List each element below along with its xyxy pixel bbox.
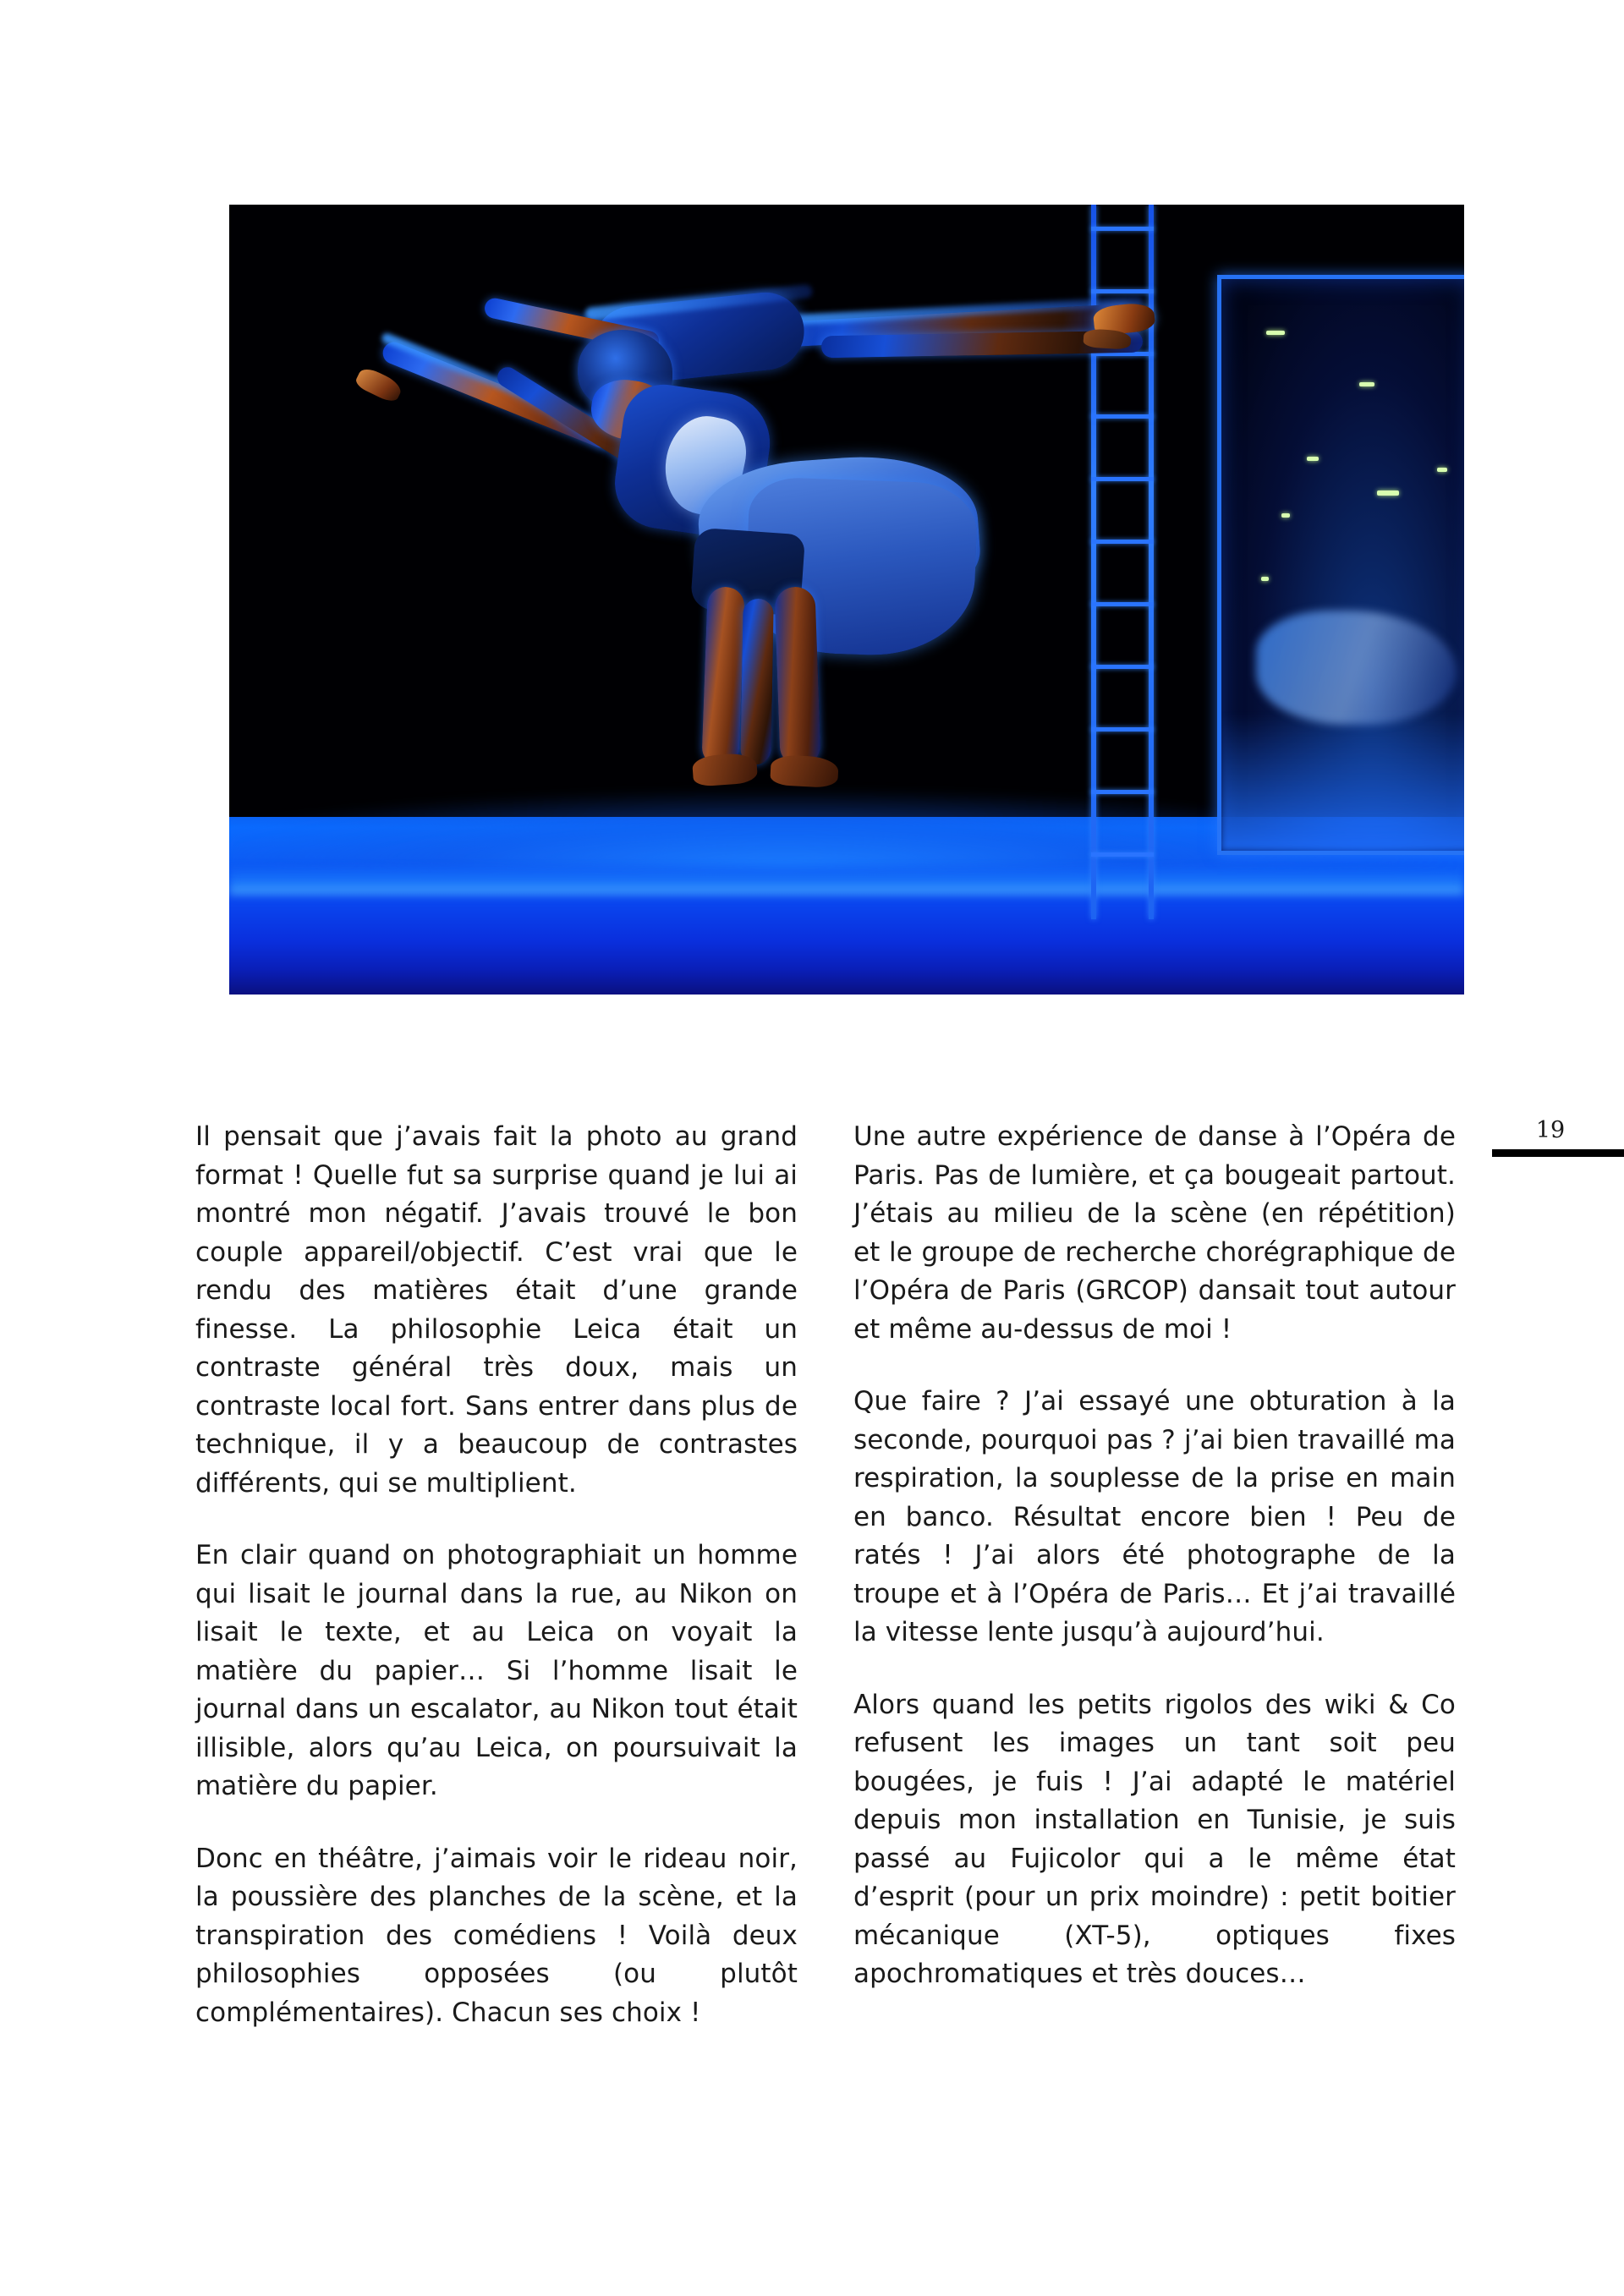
folio-rule [1492,1149,1624,1157]
paragraph: Que faire ? J’ai essayé une obturation à la seconde, pourquoi pas ? j’ai bien travaillé ma respiration, la souplesse de la prise en main en banco. Résultat encore bien ! Peu de ratés ! J’ai alors été photographe de la troupe et à l’Opéra de Paris… Et j’ai travaillé la vitesse lente jusqu’à aujourd’hui. [853,1386,1456,1647]
lower-dancer-leg [774,586,820,767]
lower-dancer-foot [692,752,758,786]
page-folio [1492,1118,1624,1157]
lower-dancer-leg [701,586,744,766]
paragraph: En clair quand on photographiait un homme qui lisait le journal dans la rue, au Nikon on lisait le texte, et au Leica on voyait la matière du papier… Si l’homme lisait le journal dans un escalator, au Nikon tout était illisible, alors qu’au Leica, on poursuivait la matière du papier. [195,1540,798,1801]
page-number: 19 [1535,1117,1566,1143]
paragraph: Une autre expérience de danse à l’Opéra de Paris. Pas de lumière, et ça bougeait partout. J’étais au milieu de la scène (en répétition) et le groupe de recherche chorégraphique de l’Opéra de Paris (GRCOP) dansait tout autour et même au-dessus de moi ! [853,1121,1456,1345]
text-column-right [853,1118,1456,1994]
text-column-left [195,1118,798,2032]
paragraph: Il pensait que j’avais fait la photo au grand format ! Quelle fut sa surprise quand je lui ai montré mon négatif. J’avais trouvé le bon couple appareil/objectif. C’est vrai que le rendu des matières était d’une grande finesse. La philosophie Leica était un contraste général très doux, mais un contraste local fort. Sans entrer dans plus de technique, il y a beaucoup de contrastes différents, qui se multiplient. [195,1121,798,1499]
dancers [229,205,1464,995]
upper-dancer-supporting-leg [740,599,773,765]
lower-dancer-foot [770,754,839,788]
dance-performance-photograph [229,205,1464,995]
paragraph: Donc en théâtre, j’aimais voir le rideau noir, la poussière des planches de la scène, et la transpiration des comédiens ! Voilà deux philosophies opposées (ou plutôt complémentaires). Chacun ses choix ! [195,1843,798,2028]
paragraph: Alors quand les petits rigolos des wiki & Co refusent les images un tant soit peu bougées, je fuis ! J’ai adapté le matériel depuis mon installation en Tunisie, je suis passé au Fujicolor qui a le même état d’esprit (pour un prix moindre) : petit boitier mécanique (XT-5), optiques fixes apochromatiques et très douces… [853,1689,1456,1989]
lower-dancer-hand [354,364,404,404]
stage-background [229,205,1464,995]
